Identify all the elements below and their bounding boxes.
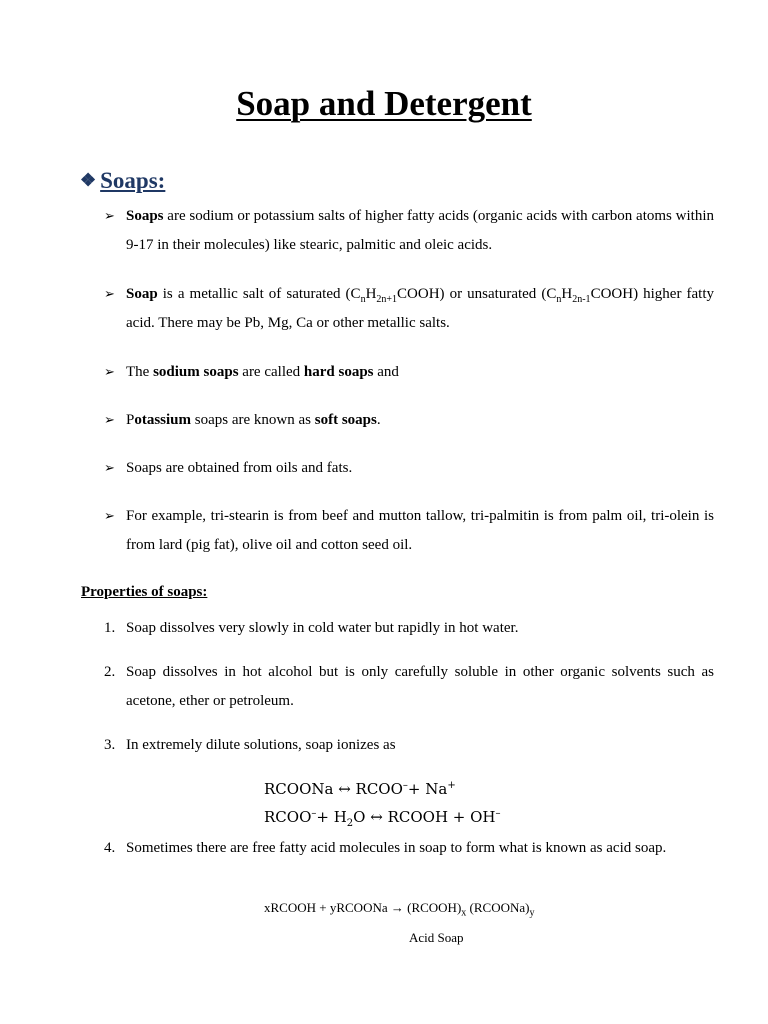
list-item [104,358,714,387]
bold-term: Soap [126,286,158,302]
item-text: Soap dissolves very slowly in cold water but rapidly in hot water. [126,620,519,636]
arrow-bullet-icon: ➢ [104,287,115,302]
item-number: 1. [104,620,116,636]
soaps-bullet-list [104,202,714,580]
subscript: n [556,294,562,305]
equation-text: + Na [407,780,448,798]
item-text: and [373,364,399,380]
superscript: – [495,808,501,819]
item-text: Sometimes there are free fatty acid molecules in soap to form what is known as acid soap. [126,840,667,856]
bold-term: hard soaps [303,364,374,380]
equation-text: xRCOOH + yRCOONa → (RCOOH) [264,900,462,915]
acid-soap-label: Acid Soap [409,930,464,945]
item-number: 3. [104,737,116,753]
equation-text: (RCOONa) [466,900,530,915]
item-text: Soaps are obtained from oils and fats. [126,460,353,476]
list-item [104,731,714,760]
arrow-bullet-icon: ➢ [104,365,115,380]
item-text: H [365,286,377,302]
list-item [104,614,714,643]
list-item [104,502,714,560]
subscript: x [461,907,467,919]
subscript: 2n-1 [572,294,591,305]
item-text: P [126,412,135,428]
item-text: soaps are known as [191,412,315,428]
item-text: are sodium or potassium salts of higher fatty acids (organic acids with carbon atoms within 9-17 in their molecules) like stearic, palmitic and oleic acids. [126,208,714,253]
bold-term: sodium soaps [153,364,239,380]
item-text: COOH) or unsaturated (C [397,286,557,302]
superscript: – [402,780,408,791]
page-title: Soap and Detergent [236,84,532,123]
section-heading-soaps [80,168,165,194]
bold-term: soft soaps [314,412,377,428]
subscript: 2n+1 [376,294,398,305]
equation-text: + H [316,808,347,826]
bold-term: Soaps [126,208,164,224]
subscript: y [529,907,535,919]
bold-term: otassium [134,412,192,428]
equation-text: RCOO [264,808,312,826]
section-heading-label: Soaps: [100,168,166,193]
item-text: In extremely dilute solutions, soap ionizes as [126,737,396,753]
item-text: H [561,286,573,302]
list-item [104,202,714,260]
equation-ionization-1 [264,780,456,798]
item-text: are called [238,364,304,380]
item-text: . [376,412,381,428]
superscript: + [447,780,456,791]
arrow-bullet-icon: ➢ [104,209,115,224]
subscript: 2 [346,818,354,829]
item-text: The [126,364,154,380]
list-item [104,454,714,483]
list-item [104,658,714,716]
item-text: is a metallic salt of saturated (C [157,286,361,302]
list-item [104,834,714,863]
superscript: – [311,808,317,819]
properties-heading: Properties of soaps: [81,584,208,600]
list-item [104,280,714,338]
item-number: 4. [104,840,116,856]
item-number: 2. [104,664,116,680]
equation-text: RCOONa ↔ RCOO [264,780,403,798]
subscript: n [360,294,366,305]
equation-acid-soap [264,900,535,919]
item-text: Soap dissolves in hot alcohol but is only carefully soluble in other organic solvents such as acetone, ether or petroleum. [126,664,714,709]
arrow-bullet-icon: ➢ [104,461,115,476]
equation-ionization-2 [264,808,501,829]
arrow-bullet-icon: ➢ [104,509,115,524]
equation-text: O ↔ RCOOH + OH [353,808,496,826]
arrow-bullet-icon: ➢ [104,413,115,428]
list-item [104,406,714,435]
item-text: COOH) higher fatty acid. There may be Pb, Mg, Ca or other metallic salts. [126,286,714,331]
item-text: For example, tri-stearin is from beef and mutton tallow, tri-palmitin is from palm oil, tri-olein is from lard (pig fat), olive oil and cotton seed oil. [126,508,714,553]
diamond-bullet-icon: ❖ [80,170,97,190]
